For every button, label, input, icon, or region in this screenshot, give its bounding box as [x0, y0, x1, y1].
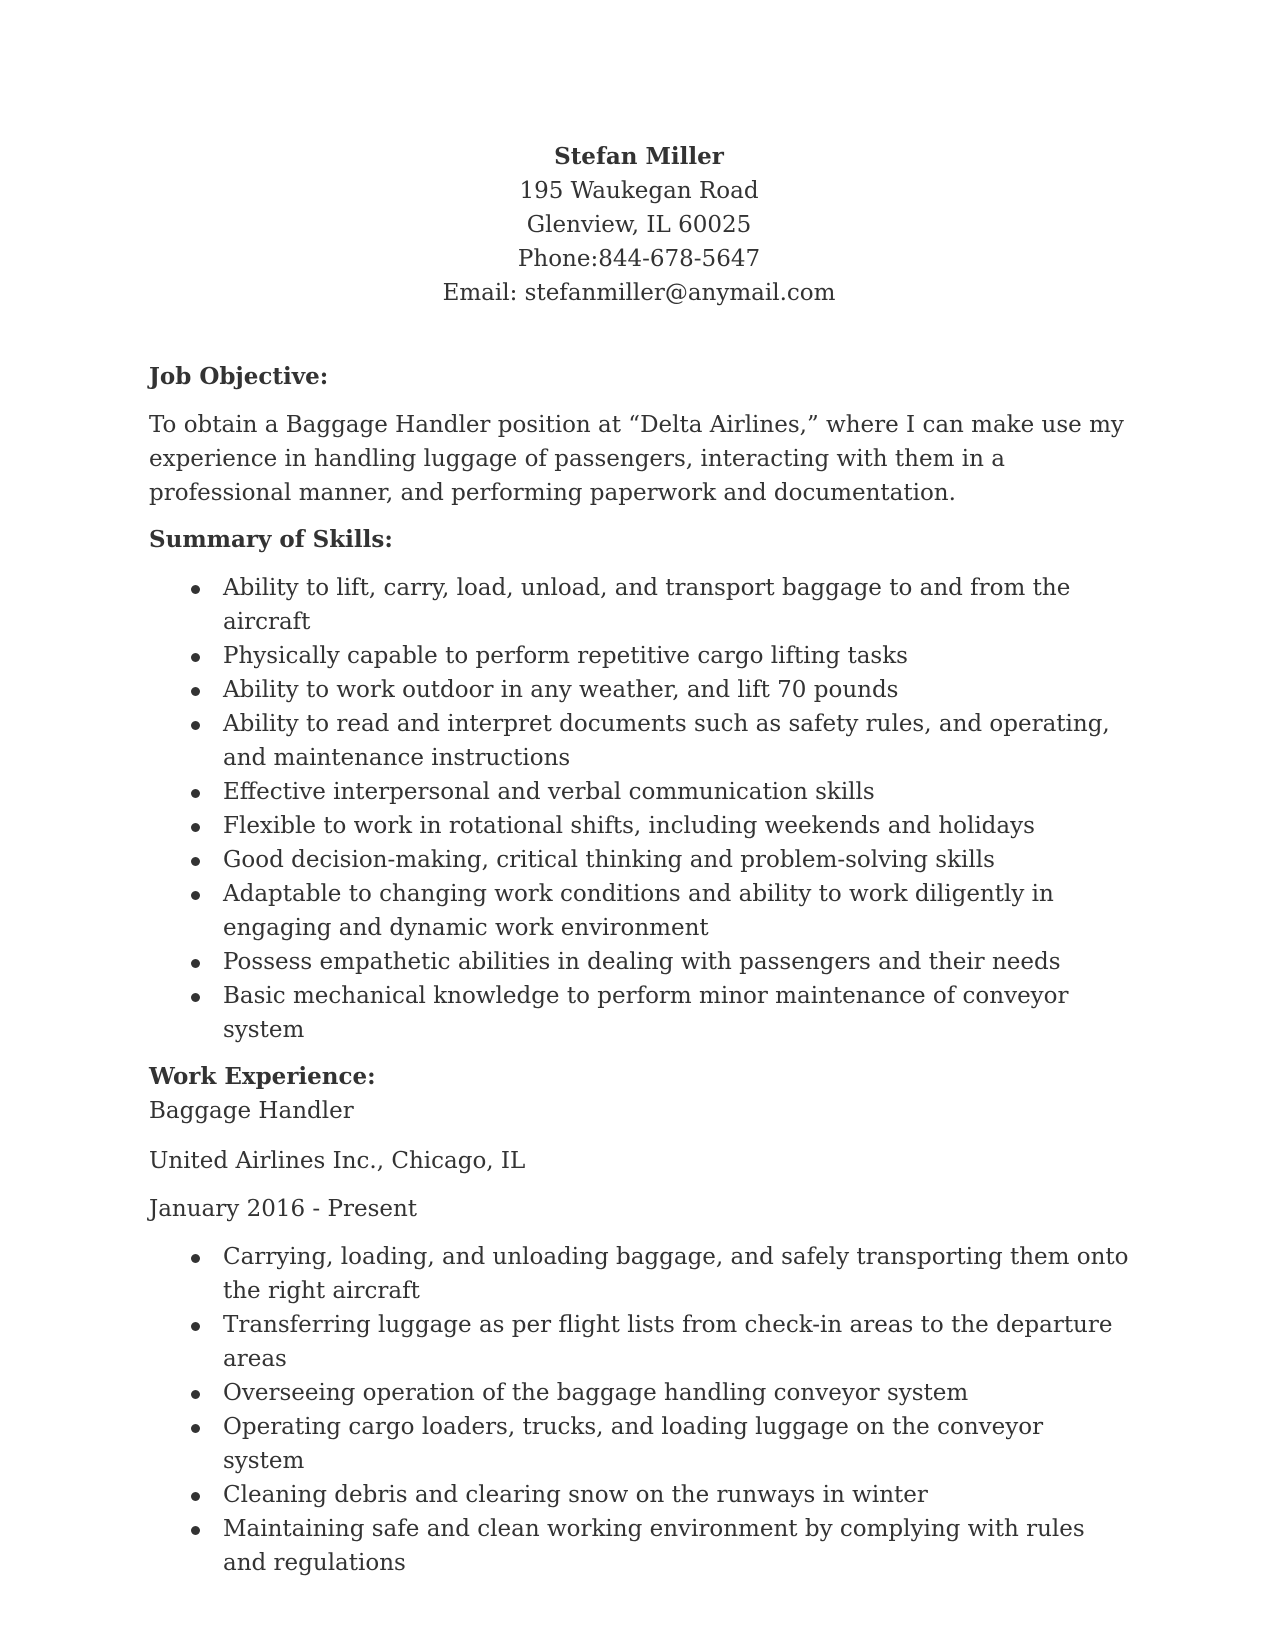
bullet-icon: [191, 1322, 200, 1331]
skills-title: Summary of Skills:: [149, 526, 393, 553]
duties-list: [149, 1240, 1129, 1580]
bullet-icon: [191, 789, 200, 798]
list-item: Operating cargo loaders, trucks, and loading luggage on the conveyor system: [149, 1410, 1129, 1478]
bullet-icon: [191, 687, 200, 696]
bullet-icon: [191, 1424, 200, 1433]
list-item: Transferring luggage as per flight lists from check-in areas to the departure areas: [149, 1308, 1129, 1376]
bullet-icon: [191, 993, 200, 1002]
bullet-icon: [191, 721, 200, 730]
bullet-icon: [191, 1254, 200, 1263]
bullet-icon: [191, 1390, 200, 1399]
address-line-1: 195 Waukegan Road: [519, 178, 759, 204]
list-item: Ability to work outdoor in any weather, and lift 70 pounds: [149, 673, 1129, 707]
phone-number: Phone:844-678-5647: [517, 246, 761, 272]
bullet-icon: [191, 1526, 200, 1535]
experience-title: Work Experience:: [149, 1063, 376, 1090]
list-item: Cleaning debris and clearing snow on the runways in winter: [149, 1478, 1129, 1512]
bullet-icon: [191, 1492, 200, 1501]
skills-list: [149, 571, 1129, 1047]
list-item: Good decision-making, critical thinking and problem-solving skills: [149, 843, 1129, 877]
objective-title: Job Objective:: [149, 363, 329, 390]
company-name: United Airlines Inc., Chicago, IL: [149, 1148, 526, 1174]
list-item: Physically capable to perform repetitive cargo lifting tasks: [149, 639, 1129, 673]
contact-header: [149, 140, 1129, 310]
list-item: Overseeing operation of the baggage handling conveyor system: [149, 1376, 1129, 1410]
list-item: Flexible to work in rotational shifts, including weekends and holidays: [149, 809, 1129, 843]
objective-section: [149, 360, 1129, 510]
list-item: Ability to read and interpret documents such as safety rules, and operating, and maintenance instructions: [149, 707, 1129, 775]
email-address: Email: stefanmiller@anymail.com: [442, 280, 836, 306]
list-item: Effective interpersonal and verbal communication skills: [149, 775, 1129, 809]
list-item: Carrying, loading, and unloading baggage, and safely transporting them onto the right aircraft: [149, 1240, 1129, 1308]
list-item: Possess empathetic abilities in dealing with passengers and their needs: [149, 945, 1129, 979]
list-item: Adaptable to changing work conditions and ability to work diligently in engaging and dynamic work environment: [149, 877, 1129, 945]
bullet-icon: [191, 959, 200, 968]
skills-section: [149, 523, 1129, 1047]
resume-page: [149, 140, 1129, 1580]
objective-text: To obtain a Baggage Handler position at “Delta Airlines,” where I can make use my experience in handling luggage of passengers, interacting with them in a professional manner, and performing paperwork and documentation.: [149, 412, 1124, 506]
experience-section: [149, 1060, 1129, 1580]
bullet-icon: [191, 585, 200, 594]
candidate-name: Stefan Miller: [554, 143, 724, 170]
bullet-icon: [191, 891, 200, 900]
job-title: Baggage Handler: [149, 1098, 354, 1124]
list-item: Maintaining safe and clean working environment by complying with rules and regulations: [149, 1512, 1129, 1580]
employment-dates: January 2016 - Present: [149, 1196, 418, 1222]
list-item: Ability to lift, carry, load, unload, and transport baggage to and from the aircraft: [149, 571, 1129, 639]
address-line-2: Glenview, IL 60025: [526, 212, 752, 238]
list-item: Basic mechanical knowledge to perform minor maintenance of conveyor system: [149, 979, 1129, 1047]
bullet-icon: [191, 857, 200, 866]
bullet-icon: [191, 823, 200, 832]
bullet-icon: [191, 653, 200, 662]
